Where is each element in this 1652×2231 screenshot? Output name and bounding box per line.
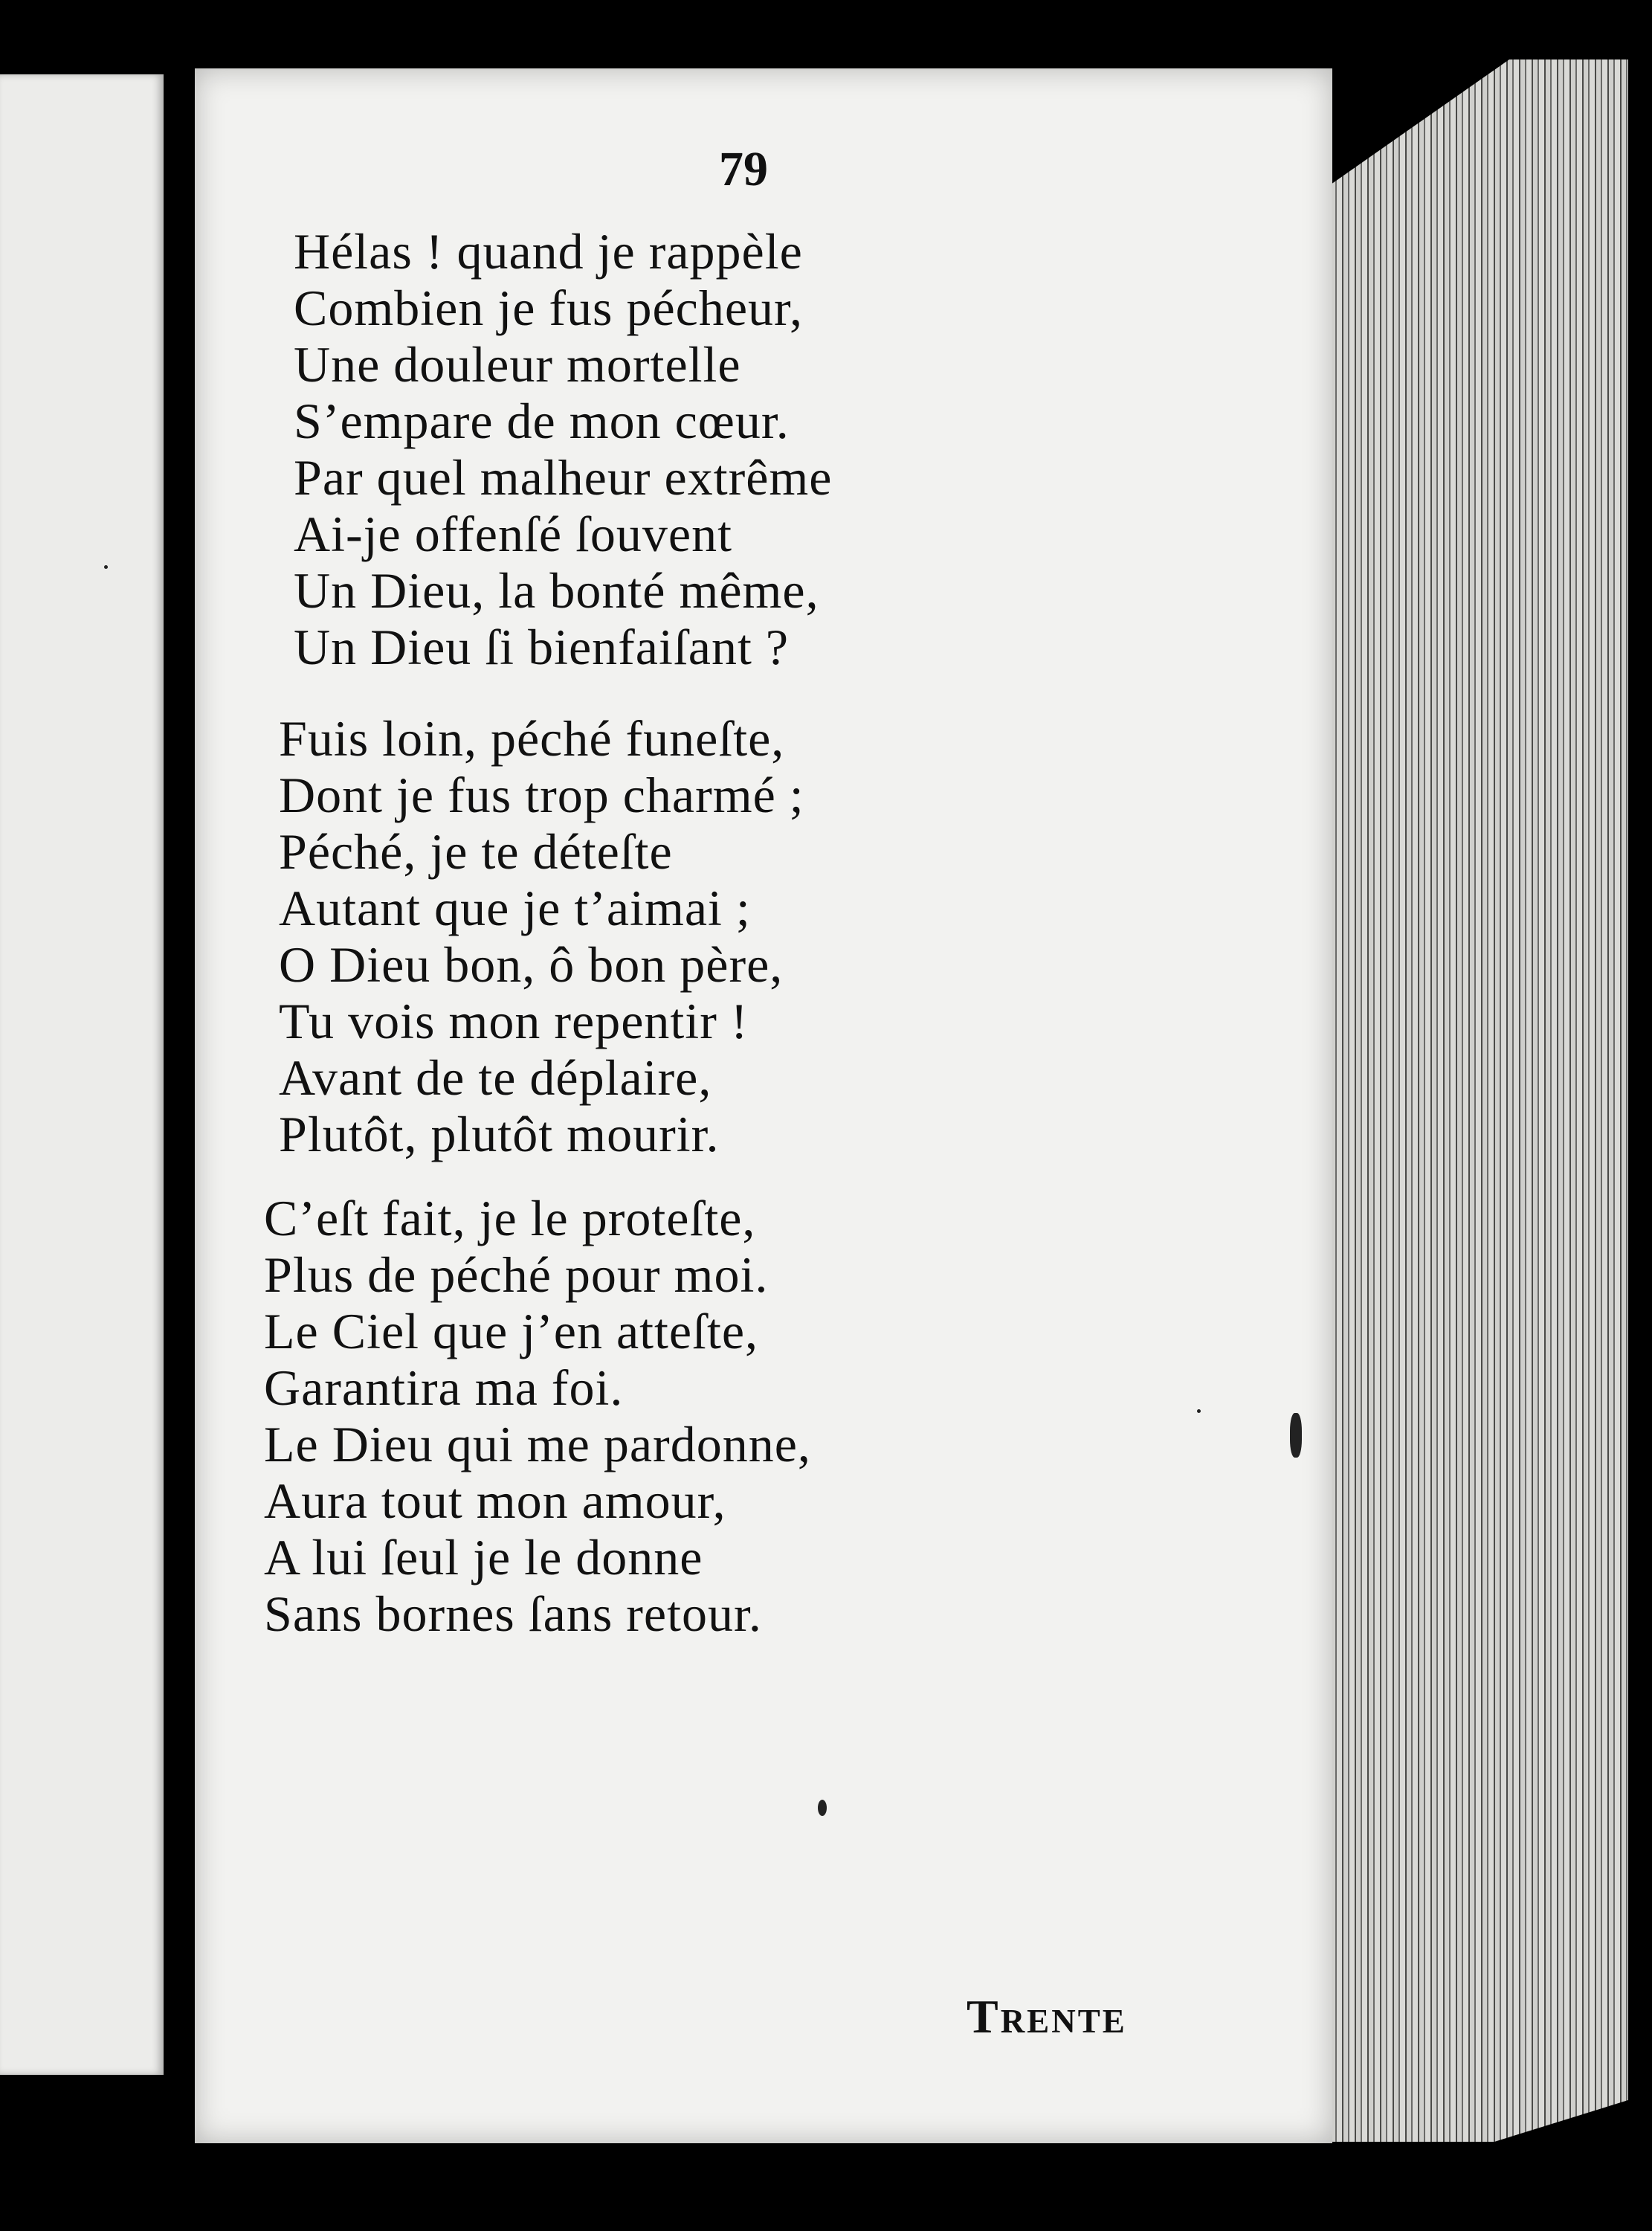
verse-line: Péché, je te déteſte — [279, 823, 673, 880]
verse-line: Un Dieu ſi bienfaiſant ? — [294, 619, 790, 675]
verse-line: Plus de péché pour moi. — [264, 1246, 769, 1303]
verse-line: Plutôt, plutôt mourir. — [279, 1106, 720, 1162]
verse-line: Aura tout mon amour, — [264, 1472, 726, 1529]
verse-line: Un Dieu, la bonté même, — [294, 562, 819, 619]
verse-line: Tu vois mon repentir ! — [279, 993, 749, 1049]
verse-line: A lui ſeul je le donne — [264, 1529, 703, 1585]
ink-speck — [104, 565, 108, 569]
stanza-3 — [264, 1190, 811, 1642]
stanza-1 — [294, 223, 833, 675]
verse-line: Avant de te déplaire, — [279, 1049, 712, 1106]
verse-line: Le Ciel que j’en atteſte, — [264, 1303, 759, 1359]
verse-line: S’empare de mon cœur. — [294, 393, 790, 449]
verse-line: Le Dieu qui me pardonne, — [264, 1416, 811, 1472]
ink-speck — [1290, 1413, 1302, 1458]
verse-line: Autant que je t’aimai ; — [279, 880, 751, 936]
page-number: 79 — [719, 142, 768, 196]
verse-line: Sans bornes ſans retour. — [264, 1585, 762, 1642]
verse-line: Par quel malheur extrême — [294, 449, 833, 506]
verse-line: C’eſt fait, je le proteſte, — [264, 1190, 756, 1246]
verse-line: Hélas ! quand je rappèle — [294, 223, 803, 280]
stanza-2 — [279, 710, 804, 1162]
verse-line: Une douleur mortelle — [294, 336, 741, 393]
verse-line: Combien je fus pécheur, — [294, 280, 803, 336]
page-edges — [1331, 59, 1628, 2142]
ink-speck — [1197, 1409, 1201, 1413]
verse-line: O Dieu bon, ô bon père, — [279, 936, 784, 993]
verse-line: Garantira ma foi. — [264, 1359, 624, 1416]
catchword: Trente — [967, 1990, 1127, 2043]
verse-line: Dont je fus trop charmé ; — [279, 767, 804, 823]
left-page-edge — [0, 74, 164, 2075]
verse-line: Ai-je offenſé ſouvent — [294, 506, 733, 562]
ink-speck — [818, 1800, 827, 1816]
verse-line: Fuis loin, péché funeſte, — [279, 710, 785, 767]
